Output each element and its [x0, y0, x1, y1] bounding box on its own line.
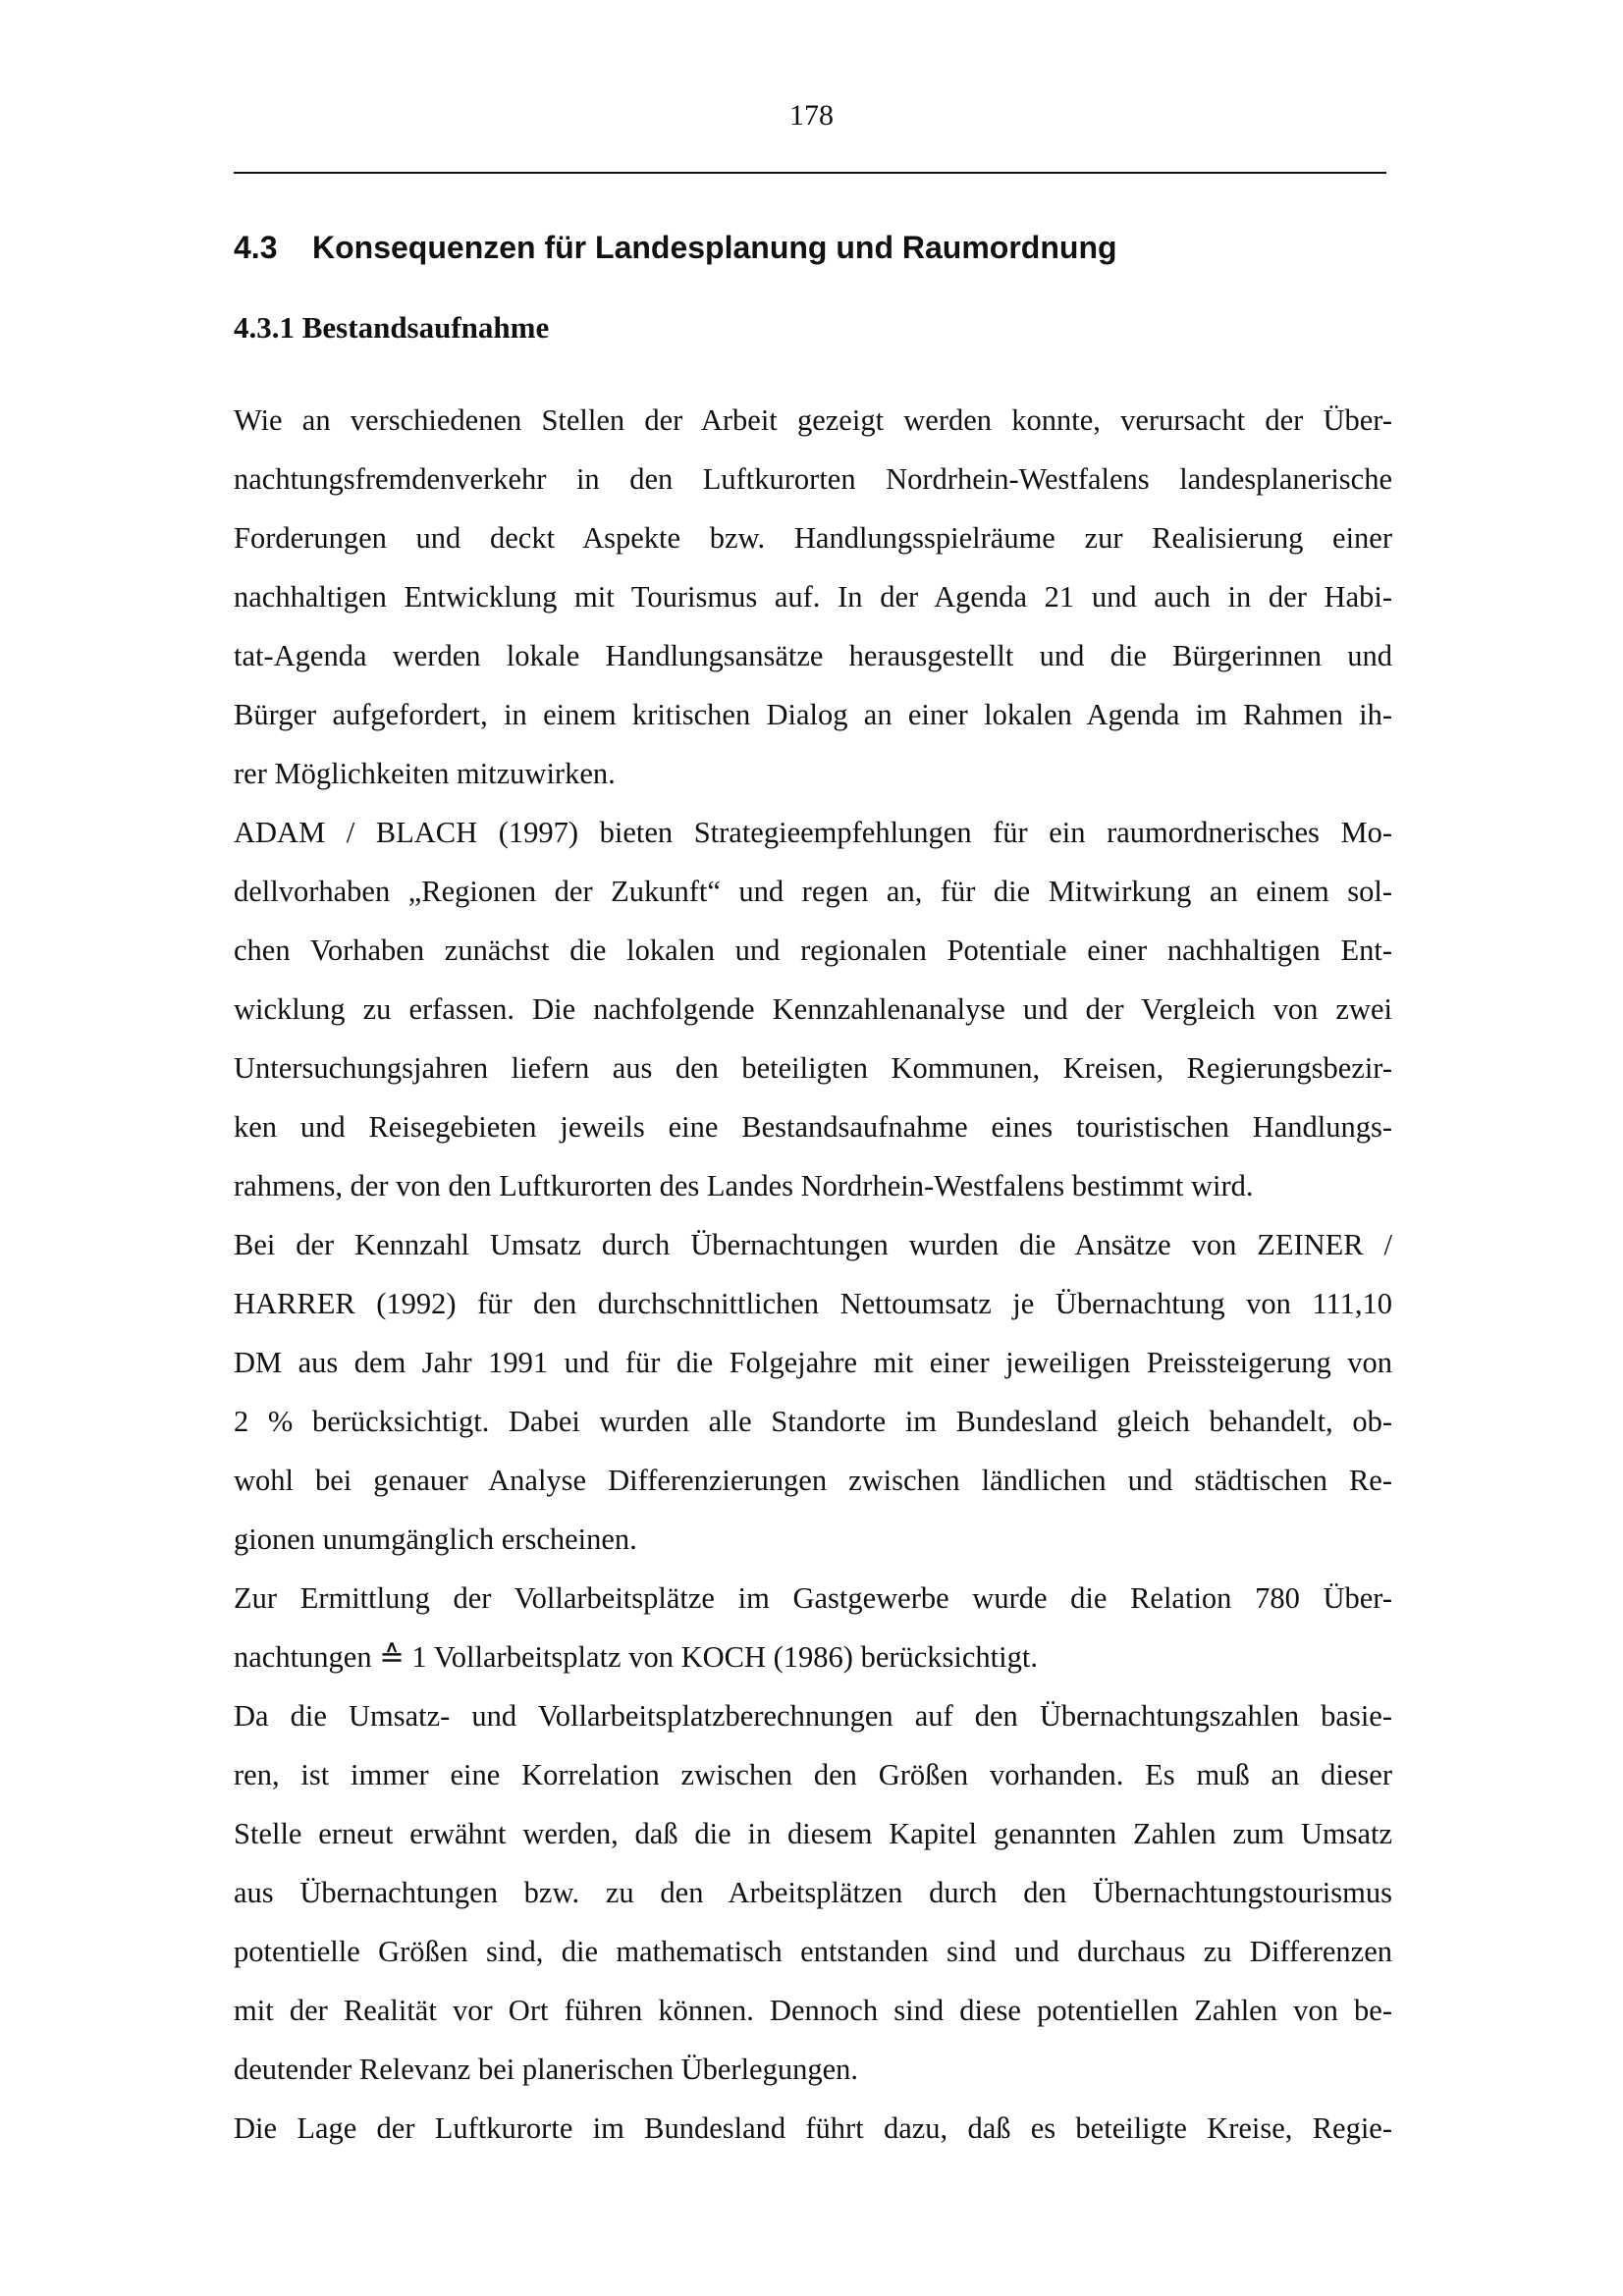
page-number: 178	[789, 99, 834, 132]
text-line: aus Übernachtungen bzw. zu den Arbeitsplätzen durch den Übernachtungstourismus	[234, 1876, 1392, 1909]
text-line: 2 % berücksichtigt. Dabei wurden alle Standorte im Bundesland gleich behandelt, ob-	[234, 1405, 1392, 1438]
text-line: wicklung zu erfassen. Die nachfolgende Kennzahlenanalyse und der Vergleich von zwei	[234, 992, 1392, 1026]
body-text	[234, 391, 1392, 2158]
text-line: Stelle erneut erwähnt werden, daß die in diesem Kapitel genannten Zahlen zum Umsatz	[234, 1817, 1392, 1850]
text-line: chen Vorhaben zunächst die lokalen und regionalen Potentiale einer nachhaltigen Ent-	[234, 934, 1392, 967]
subsection-title: Bestandsaufnahme	[301, 310, 550, 345]
text-line: gionen unumgänglich erscheinen.	[234, 1522, 637, 1556]
text-line: ken und Reisegebieten jeweils eine Bestandsaufnahme eines touristischen Handlungs-	[234, 1110, 1392, 1144]
text-line: deutender Relevanz bei planerischen Überlegungen.	[234, 2053, 858, 2086]
text-line: tat-Agenda werden lokale Handlungsansätze herausgestellt und die Bürgerinnen und	[234, 639, 1392, 672]
text-line: nachtungsfremdenverkehr in den Luftkurorten Nordrhein-Westfalens landesplanerische	[234, 462, 1392, 496]
section-heading	[234, 224, 1117, 271]
text-line: Die Lage der Luftkurorte im Bundesland führt dazu, daß es beteiligte Kreise, Regie-	[234, 2111, 1392, 2145]
text-line: potentielle Größen sind, die mathematisch entstanden sind und durchaus zu Differenzen	[234, 1935, 1392, 1968]
text-line: ADAM / BLACH (1997) bieten Strategieempfehlungen für ein raumordnerisches Mo-	[234, 816, 1392, 849]
text-line: Wie an verschiedenen Stellen der Arbeit gezeigt werden konnte, verursacht der Über-	[234, 403, 1392, 437]
text-line: mit der Realität vor Ort führen können. Dennoch sind diese potentiellen Zahlen von be-	[234, 1994, 1392, 2027]
text-line: dellvorhaben „Regionen der Zukunft“ und regen an, für die Mitwirkung an einem sol-	[234, 875, 1392, 908]
text-line: nachtungen ≙ 1 Vollarbeitsplatz von KOCH (1986) berücksichtigt.	[234, 1640, 1038, 1674]
header-rule	[234, 172, 1386, 174]
text-line: ren, ist immer eine Korrelation zwischen den Größen vorhanden. Es muß an dieser	[234, 1758, 1392, 1791]
section-number: 4.3	[234, 230, 278, 265]
text-line: HARRER (1992) für den durchschnittlichen Nettoumsatz je Übernachtung von 111,10	[234, 1287, 1392, 1320]
text-line: DM aus dem Jahr 1991 und für die Folgejahre mit einer jeweiligen Preissteigerung von	[234, 1346, 1392, 1379]
text-line: rahmens, der von den Luftkurorten des Landes Nordrhein-Westfalens bestimmt wird.	[234, 1169, 1254, 1202]
text-line: Da die Umsatz- und Vollarbeitsplatzberechnungen auf den Übernachtungszahlen basie-	[234, 1699, 1392, 1733]
text-line: Zur Ermittlung der Vollarbeitsplätze im Gastgewerbe wurde die Relation 780 Über-	[234, 1581, 1392, 1615]
text-line: Bürger aufgefordert, in einem kritischen Dialog an einer lokalen Agenda im Rahmen ih-	[234, 698, 1392, 731]
text-line: rer Möglichkeiten mitzuwirken.	[234, 757, 616, 790]
subsection-number: 4.3.1	[234, 310, 295, 345]
section-title: Konsequenzen für Landesplanung und Raumordnung	[312, 230, 1117, 265]
text-line: Bei der Kennzahl Umsatz durch Übernachtungen wurden die Ansätze von ZEINER /	[234, 1228, 1392, 1261]
text-line: nachhaltigen Entwicklung mit Tourismus auf. In der Agenda 21 und auch in der Habi-	[234, 580, 1392, 614]
text-line: Forderungen und deckt Aspekte bzw. Handlungsspielräume zur Realisierung einer	[234, 521, 1392, 555]
text-line: wohl bei genauer Analyse Differenzierungen zwischen ländlichen und städtischen Re-	[234, 1464, 1392, 1497]
subsection-heading	[234, 306, 549, 349]
text-line: Untersuchungsjahren liefern aus den beteiligten Kommunen, Kreisen, Regierungsbezir-	[234, 1051, 1392, 1085]
